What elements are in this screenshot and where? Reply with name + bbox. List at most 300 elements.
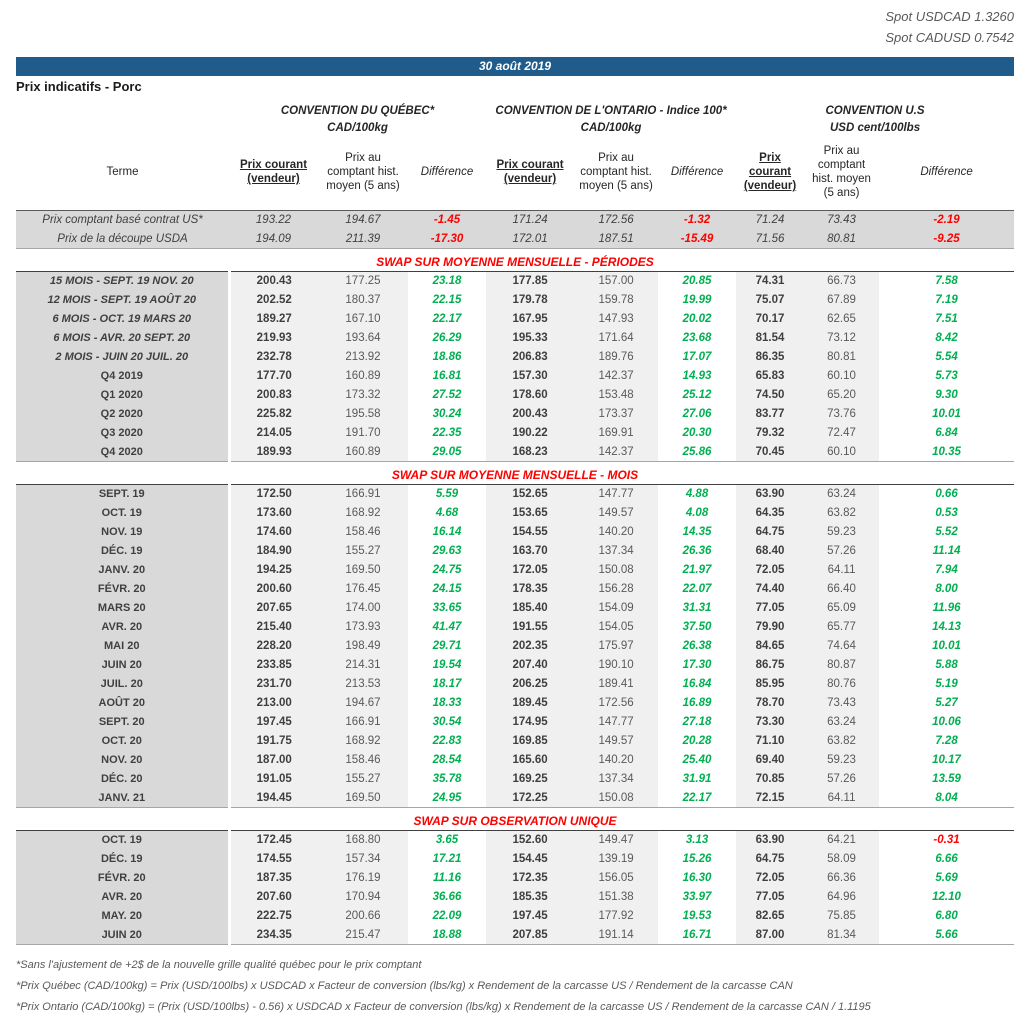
value-cell: 30.24 — [408, 405, 486, 424]
value-cell: 29.05 — [408, 443, 486, 462]
value-cell: 175.97 — [574, 637, 658, 656]
row-label: JUIN 20 — [16, 656, 229, 675]
group-title-ontario: CONVENTION DE L'ONTARIO - Indice 100* — [486, 95, 736, 119]
value-cell: 149.57 — [574, 732, 658, 751]
value-cell: 63.82 — [804, 732, 879, 751]
value-cell: 172.56 — [574, 694, 658, 713]
value-cell: 19.54 — [408, 656, 486, 675]
value-cell: 194.67 — [318, 211, 408, 230]
date-banner: 30 août 2019 — [16, 57, 1014, 76]
value-cell: 155.27 — [318, 542, 408, 561]
spot-price-row — [16, 230, 1014, 249]
value-cell: 139.19 — [574, 850, 658, 869]
value-cell: 157.00 — [574, 272, 658, 291]
value-cell: 29.63 — [408, 542, 486, 561]
table-row — [16, 329, 1014, 348]
value-cell: 57.26 — [804, 542, 879, 561]
value-cell: 234.35 — [229, 926, 318, 945]
value-cell: 20.28 — [658, 732, 736, 751]
value-cell: 176.45 — [318, 580, 408, 599]
value-cell: 194.67 — [318, 694, 408, 713]
row-label: Q3 2020 — [16, 424, 229, 443]
value-cell: 23.68 — [658, 329, 736, 348]
unit-us: USD cent/100lbs — [736, 119, 1014, 136]
value-cell: 176.19 — [318, 869, 408, 888]
value-cell: 200.43 — [486, 405, 574, 424]
value-cell: 16.71 — [658, 926, 736, 945]
value-cell: -2.19 — [879, 211, 1014, 230]
value-cell: 24.15 — [408, 580, 486, 599]
value-cell: 18.17 — [408, 675, 486, 694]
value-cell: 64.96 — [804, 888, 879, 907]
value-cell: 159.78 — [574, 291, 658, 310]
value-cell: 66.36 — [804, 869, 879, 888]
value-cell: 3.65 — [408, 831, 486, 850]
table-row — [16, 789, 1014, 808]
value-cell: -15.49 — [658, 230, 736, 249]
value-cell: 157.34 — [318, 850, 408, 869]
value-cell: 31.91 — [658, 770, 736, 789]
value-cell: 168.80 — [318, 831, 408, 850]
value-cell: 28.54 — [408, 751, 486, 770]
value-cell: 169.85 — [486, 732, 574, 751]
table-row — [16, 291, 1014, 310]
value-cell: 6.84 — [879, 424, 1014, 443]
value-cell: 72.05 — [736, 869, 804, 888]
value-cell: 169.91 — [574, 424, 658, 443]
value-cell: 37.50 — [658, 618, 736, 637]
page-title: Prix indicatifs - Porc — [16, 79, 142, 94]
value-cell: 71.56 — [736, 230, 804, 249]
value-cell: 14.93 — [658, 367, 736, 386]
value-cell: 187.35 — [229, 869, 318, 888]
value-cell: 191.05 — [229, 770, 318, 789]
value-cell: 64.75 — [736, 850, 804, 869]
section-title-row — [16, 249, 1014, 272]
value-cell: 59.23 — [804, 751, 879, 770]
value-cell: 147.77 — [574, 713, 658, 732]
row-label: JUIN 20 — [16, 926, 229, 945]
value-cell: 23.18 — [408, 272, 486, 291]
unit-ontario: CAD/100kg — [486, 119, 736, 136]
value-cell: 75.85 — [804, 907, 879, 926]
value-cell: 8.00 — [879, 580, 1014, 599]
table-row — [16, 831, 1014, 850]
value-cell: 75.07 — [736, 291, 804, 310]
value-cell: 207.65 — [229, 599, 318, 618]
value-cell: 87.00 — [736, 926, 804, 945]
value-cell: 213.92 — [318, 348, 408, 367]
value-cell: 68.40 — [736, 542, 804, 561]
row-label: Q1 2020 — [16, 386, 229, 405]
value-cell: 195.33 — [486, 329, 574, 348]
value-cell: 22.35 — [408, 424, 486, 443]
row-label: Prix comptant basé contrat US* — [16, 211, 229, 230]
value-cell: 64.21 — [804, 831, 879, 850]
value-cell: 174.95 — [486, 713, 574, 732]
value-cell: 172.50 — [229, 485, 318, 504]
value-cell: 24.75 — [408, 561, 486, 580]
value-cell: 153.65 — [486, 504, 574, 523]
value-cell: 13.59 — [879, 770, 1014, 789]
value-cell: 154.05 — [574, 618, 658, 637]
column-header-prix-courant: Prix courant (vendeur) — [486, 136, 574, 211]
table-row — [16, 869, 1014, 888]
table-row — [16, 504, 1014, 523]
value-cell: 36.66 — [408, 888, 486, 907]
value-cell: 189.41 — [574, 675, 658, 694]
row-label: MARS 20 — [16, 599, 229, 618]
value-cell: 16.81 — [408, 367, 486, 386]
value-cell: 228.20 — [229, 637, 318, 656]
value-cell: -0.31 — [879, 831, 1014, 850]
value-cell: 14.35 — [658, 523, 736, 542]
value-cell: 22.15 — [408, 291, 486, 310]
value-cell: 170.94 — [318, 888, 408, 907]
value-cell: 5.52 — [879, 523, 1014, 542]
spot-cadusd: Spot CADUSD 0.7542 — [885, 30, 1014, 45]
value-cell: 77.05 — [736, 599, 804, 618]
value-cell: 26.38 — [658, 637, 736, 656]
value-cell: 27.52 — [408, 386, 486, 405]
value-cell: 202.52 — [229, 291, 318, 310]
value-cell: 17.07 — [658, 348, 736, 367]
table-row — [16, 770, 1014, 789]
table-row — [16, 310, 1014, 329]
value-cell: 11.16 — [408, 869, 486, 888]
value-cell: 41.47 — [408, 618, 486, 637]
value-cell: 10.01 — [879, 405, 1014, 424]
value-cell: 5.59 — [408, 485, 486, 504]
column-header-difference: Différence — [408, 136, 486, 211]
column-header-prix-comptant: Prix au comptant hist. moyen (5 ans) — [804, 136, 879, 211]
row-label: MAI 20 — [16, 637, 229, 656]
value-cell: 11.14 — [879, 542, 1014, 561]
value-cell: 190.22 — [486, 424, 574, 443]
value-cell: 169.50 — [318, 789, 408, 808]
value-cell: 79.90 — [736, 618, 804, 637]
value-cell: 77.05 — [736, 888, 804, 907]
value-cell: 150.08 — [574, 789, 658, 808]
footnote-ontario-formula: *Prix Ontario (CAD/100kg) = (Prix (USD/100lbs) - 0.56) x USDCAD x Facteur de conversion (lbs/kg) x Rendement de la carcasse US / Rendement de la carcasse CAN / 1.1195 — [16, 1001, 871, 1013]
value-cell: 5.73 — [879, 367, 1014, 386]
value-cell: 22.07 — [658, 580, 736, 599]
value-cell: 22.17 — [658, 789, 736, 808]
value-cell: 64.11 — [804, 789, 879, 808]
value-cell: 140.20 — [574, 751, 658, 770]
value-cell: 177.70 — [229, 367, 318, 386]
value-cell: 74.64 — [804, 637, 879, 656]
value-cell: 214.31 — [318, 656, 408, 675]
value-cell: 191.14 — [574, 926, 658, 945]
value-cell: 31.31 — [658, 599, 736, 618]
value-cell: 74.31 — [736, 272, 804, 291]
value-cell: 222.75 — [229, 907, 318, 926]
row-label: FÉVR. 20 — [16, 580, 229, 599]
row-label: 6 MOIS - AVR. 20 SEPT. 20 — [16, 329, 229, 348]
value-cell: 154.45 — [486, 850, 574, 869]
value-cell: 193.64 — [318, 329, 408, 348]
row-label: MAY. 20 — [16, 907, 229, 926]
value-cell: 7.28 — [879, 732, 1014, 751]
value-cell: 58.09 — [804, 850, 879, 869]
value-cell: 173.60 — [229, 504, 318, 523]
value-cell: 20.30 — [658, 424, 736, 443]
row-label: OCT. 19 — [16, 831, 229, 850]
section-title: SWAP SUR OBSERVATION UNIQUE — [16, 808, 1014, 831]
value-cell: 11.96 — [879, 599, 1014, 618]
value-cell: 150.08 — [574, 561, 658, 580]
row-label: NOV. 20 — [16, 751, 229, 770]
table-row — [16, 888, 1014, 907]
value-cell: 185.35 — [486, 888, 574, 907]
value-cell: 8.04 — [879, 789, 1014, 808]
spot-price-row — [16, 211, 1014, 230]
table-row — [16, 443, 1014, 462]
value-cell: 80.81 — [804, 348, 879, 367]
table-row — [16, 618, 1014, 637]
value-cell: 147.93 — [574, 310, 658, 329]
value-cell: 82.65 — [736, 907, 804, 926]
value-cell: 189.45 — [486, 694, 574, 713]
section-title-row — [16, 808, 1014, 831]
value-cell: 63.90 — [736, 831, 804, 850]
value-cell: 137.34 — [574, 542, 658, 561]
value-cell: 187.51 — [574, 230, 658, 249]
table-row — [16, 561, 1014, 580]
row-label: 15 MOIS - SEPT. 19 NOV. 20 — [16, 272, 229, 291]
value-cell: 142.37 — [574, 443, 658, 462]
value-cell: 8.42 — [879, 329, 1014, 348]
value-cell: 26.29 — [408, 329, 486, 348]
value-cell: 177.92 — [574, 907, 658, 926]
value-cell: 149.57 — [574, 504, 658, 523]
value-cell: 165.60 — [486, 751, 574, 770]
table-row — [16, 424, 1014, 443]
value-cell: 10.17 — [879, 751, 1014, 770]
value-cell: 19.99 — [658, 291, 736, 310]
value-cell: 73.76 — [804, 405, 879, 424]
value-cell: 81.34 — [804, 926, 879, 945]
value-cell: -1.45 — [408, 211, 486, 230]
value-cell: 59.23 — [804, 523, 879, 542]
value-cell: 168.92 — [318, 732, 408, 751]
section-title: SWAP SUR MOYENNE MENSUELLE - MOIS — [16, 462, 1014, 485]
value-cell: 16.30 — [658, 869, 736, 888]
value-cell: 172.01 — [486, 230, 574, 249]
value-cell: 200.66 — [318, 907, 408, 926]
value-cell: 86.35 — [736, 348, 804, 367]
value-cell: 80.87 — [804, 656, 879, 675]
value-cell: 185.40 — [486, 599, 574, 618]
value-cell: 189.76 — [574, 348, 658, 367]
value-cell: 69.40 — [736, 751, 804, 770]
value-cell: 154.09 — [574, 599, 658, 618]
row-label: OCT. 20 — [16, 732, 229, 751]
value-cell: 9.30 — [879, 386, 1014, 405]
value-cell: 166.91 — [318, 713, 408, 732]
value-cell: 172.35 — [486, 869, 574, 888]
value-cell: 19.53 — [658, 907, 736, 926]
value-cell: 16.84 — [658, 675, 736, 694]
value-cell: 25.40 — [658, 751, 736, 770]
value-cell: 67.89 — [804, 291, 879, 310]
table-row — [16, 523, 1014, 542]
value-cell: 63.24 — [804, 485, 879, 504]
value-cell: 194.45 — [229, 789, 318, 808]
value-cell: 4.68 — [408, 504, 486, 523]
value-cell: 5.27 — [879, 694, 1014, 713]
value-cell: 197.45 — [486, 907, 574, 926]
value-cell: 65.09 — [804, 599, 879, 618]
value-cell: 71.10 — [736, 732, 804, 751]
row-label: 2 MOIS - JUIN 20 JUIL. 20 — [16, 348, 229, 367]
value-cell: 12.10 — [879, 888, 1014, 907]
value-cell: 153.48 — [574, 386, 658, 405]
table-row — [16, 405, 1014, 424]
value-cell: 215.40 — [229, 618, 318, 637]
value-cell: 190.10 — [574, 656, 658, 675]
table-row — [16, 272, 1014, 291]
value-cell: 197.45 — [229, 713, 318, 732]
value-cell: 62.65 — [804, 310, 879, 329]
value-cell: 194.09 — [229, 230, 318, 249]
column-header-prix-comptant: Prix au comptant hist. moyen (5 ans) — [318, 136, 408, 211]
table-header — [16, 95, 1014, 211]
footnote-quality-grid: *Sans l'ajustement de +2$ de la nouvelle grille qualité québec pour le prix comptant — [16, 959, 422, 971]
value-cell: 213.00 — [229, 694, 318, 713]
value-cell: 177.85 — [486, 272, 574, 291]
value-cell: 195.58 — [318, 405, 408, 424]
value-cell: 193.22 — [229, 211, 318, 230]
value-cell: 25.86 — [658, 443, 736, 462]
table-row — [16, 732, 1014, 751]
row-label: DÉC. 19 — [16, 542, 229, 561]
value-cell: 174.55 — [229, 850, 318, 869]
value-cell: 137.34 — [574, 770, 658, 789]
value-cell: 3.13 — [658, 831, 736, 850]
value-cell: 70.45 — [736, 443, 804, 462]
value-cell: 17.30 — [658, 656, 736, 675]
value-cell: 140.20 — [574, 523, 658, 542]
value-cell: 79.32 — [736, 424, 804, 443]
column-header-prix-courant: Prix courant (vendeur) — [736, 136, 804, 211]
footnote-quebec-formula: *Prix Québec (CAD/100kg) = Prix (USD/100lbs) x USDCAD x Facteur de conversion (lbs/kg) x Rendement de la carcasse US / Rendement de la carcasse CAN — [16, 980, 793, 992]
value-cell: 213.53 — [318, 675, 408, 694]
value-cell: 81.54 — [736, 329, 804, 348]
value-cell: -17.30 — [408, 230, 486, 249]
value-cell: 5.19 — [879, 675, 1014, 694]
value-cell: 15.26 — [658, 850, 736, 869]
value-cell: 73.43 — [804, 211, 879, 230]
value-cell: 156.28 — [574, 580, 658, 599]
row-label: SEPT. 19 — [16, 485, 229, 504]
value-cell: 172.05 — [486, 561, 574, 580]
value-cell: 80.81 — [804, 230, 879, 249]
value-cell: 63.82 — [804, 504, 879, 523]
value-cell: 29.71 — [408, 637, 486, 656]
value-cell: 168.23 — [486, 443, 574, 462]
value-cell: 5.66 — [879, 926, 1014, 945]
row-label: FÉVR. 20 — [16, 869, 229, 888]
row-label: Q4 2020 — [16, 443, 229, 462]
value-cell: 163.70 — [486, 542, 574, 561]
value-cell: 33.65 — [408, 599, 486, 618]
table-row — [16, 656, 1014, 675]
table-row — [16, 907, 1014, 926]
value-cell: 180.37 — [318, 291, 408, 310]
value-cell: 20.02 — [658, 310, 736, 329]
value-cell: 0.53 — [879, 504, 1014, 523]
value-cell: 26.36 — [658, 542, 736, 561]
value-cell: 5.69 — [879, 869, 1014, 888]
value-cell: 158.46 — [318, 523, 408, 542]
table-body — [16, 211, 1014, 945]
value-cell: 66.73 — [804, 272, 879, 291]
spacer-cell — [16, 119, 229, 136]
table-row — [16, 580, 1014, 599]
value-cell: 206.25 — [486, 675, 574, 694]
value-cell: 86.75 — [736, 656, 804, 675]
value-cell: 18.86 — [408, 348, 486, 367]
value-cell: 72.47 — [804, 424, 879, 443]
value-cell: 191.70 — [318, 424, 408, 443]
value-cell: 154.55 — [486, 523, 574, 542]
value-cell: 211.39 — [318, 230, 408, 249]
value-cell: 64.11 — [804, 561, 879, 580]
value-cell: 166.91 — [318, 485, 408, 504]
table-row — [16, 751, 1014, 770]
value-cell: 233.85 — [229, 656, 318, 675]
value-cell: 200.60 — [229, 580, 318, 599]
value-cell: 0.66 — [879, 485, 1014, 504]
value-cell: 60.10 — [804, 443, 879, 462]
value-cell: 17.21 — [408, 850, 486, 869]
value-cell: 187.00 — [229, 751, 318, 770]
value-cell: 160.89 — [318, 443, 408, 462]
value-cell: 225.82 — [229, 405, 318, 424]
group-title-quebec: CONVENTION DU QUÉBEC* — [229, 95, 486, 119]
table-row — [16, 485, 1014, 504]
row-label: DÉC. 19 — [16, 850, 229, 869]
value-cell: 72.15 — [736, 789, 804, 808]
value-cell: 232.78 — [229, 348, 318, 367]
value-cell: 6.66 — [879, 850, 1014, 869]
value-cell: 169.25 — [486, 770, 574, 789]
row-label: OCT. 19 — [16, 504, 229, 523]
unit-quebec: CAD/100kg — [229, 119, 486, 136]
value-cell: 24.95 — [408, 789, 486, 808]
table-row — [16, 348, 1014, 367]
value-cell: 173.93 — [318, 618, 408, 637]
value-cell: 10.35 — [879, 443, 1014, 462]
value-cell: 22.17 — [408, 310, 486, 329]
value-cell: 160.89 — [318, 367, 408, 386]
column-header-prix-courant: Prix courant (vendeur) — [229, 136, 318, 211]
value-cell: 16.14 — [408, 523, 486, 542]
value-cell: 60.10 — [804, 367, 879, 386]
value-cell: 156.05 — [574, 869, 658, 888]
value-cell: 4.08 — [658, 504, 736, 523]
value-cell: 206.83 — [486, 348, 574, 367]
column-header-row — [16, 136, 1014, 211]
value-cell: 21.97 — [658, 561, 736, 580]
value-cell: 173.32 — [318, 386, 408, 405]
value-cell: 198.49 — [318, 637, 408, 656]
value-cell: 63.90 — [736, 485, 804, 504]
value-cell: 16.89 — [658, 694, 736, 713]
value-cell: 219.93 — [229, 329, 318, 348]
